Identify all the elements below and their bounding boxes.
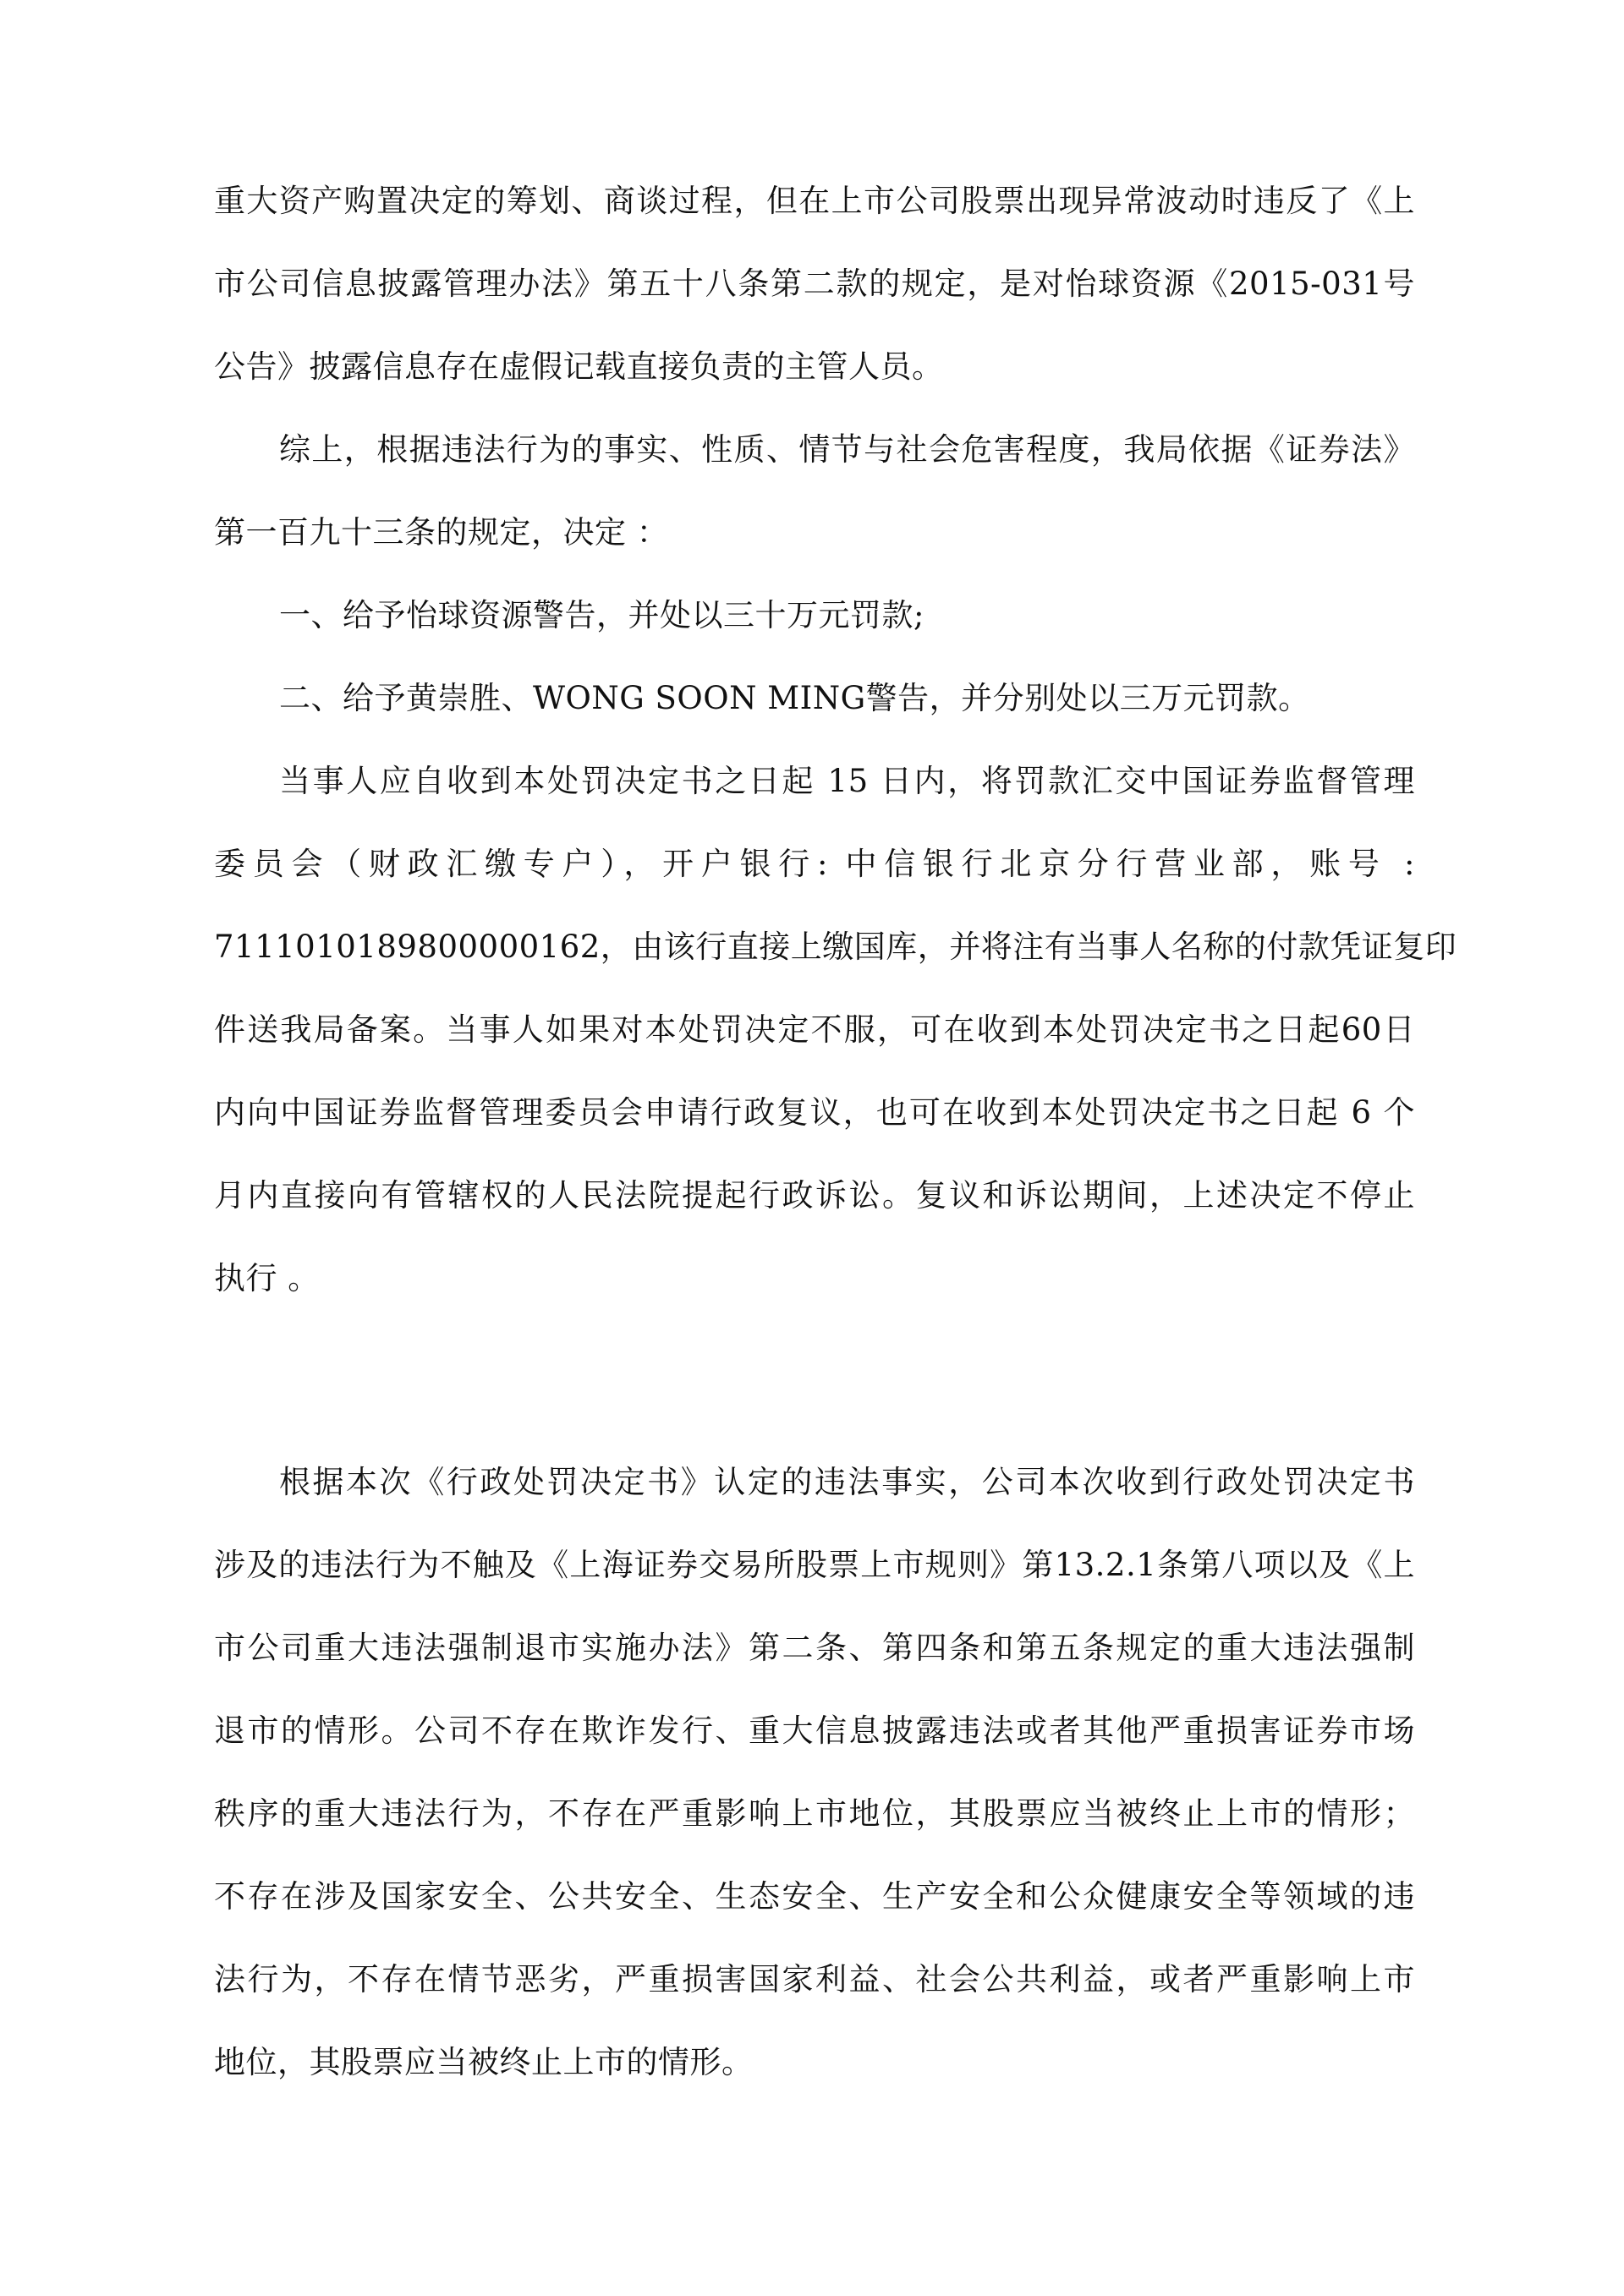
paragraph-line: 当事人应自收到本处罚决定书之日起 15 日内，将罚款汇交中国证券监督管理 [279, 763, 1415, 799]
paragraph-line: 秩序的重大违法行为，不存在严重影响上市地位，其股票应当被终止上市的情形； [214, 1795, 1415, 1832]
paragraph-line: 地位，其股票应当被终止上市的情形。 [214, 2044, 754, 2080]
paragraph-line: 第一百九十三条的规定，决定 ： [214, 514, 669, 551]
paragraph-line: 法行为，不存在情节恶劣，严重损害国家利益、社会公共利益，或者严重影响上市 [214, 1961, 1415, 1997]
paragraph-line: 月内直接向有管辖权的人民法院提起行政诉讼。复议和诉讼期间，上述决定不停止 [214, 1177, 1415, 1214]
paragraph-line: 执行 。 [214, 1260, 320, 1296]
paragraph-line: 件送我局备案。当事人如果对本处罚决定不服，可在收到本处罚决定书之日起60日 [214, 1011, 1415, 1048]
paragraph-line: 公告》披露信息存在虚假记载直接负责的主管人员。 [214, 348, 944, 385]
paragraph-line: 根据本次《行政处罚决定书》认定的违法事实，公司本次收到行政处罚决定书 [279, 1464, 1415, 1500]
paragraph-line: 重大资产购置决定的筹划、商谈过程，但在上市公司股票出现异常波动时违反了《上 [214, 183, 1415, 219]
paragraph-line: 市公司重大违法强制退市实施办法》第二条、第四条和第五条规定的重大违法强制 [214, 1630, 1415, 1666]
paragraph-line: 综上，根据违法行为的事实、性质、情节与社会危害程度，我局依据《证券法》 [279, 431, 1415, 468]
paragraph-line: 退市的情形。公司不存在欺诈发行、重大信息披露违法或者其他严重损害证券市场 [214, 1712, 1415, 1749]
paragraph-line: 市公司信息披露管理办法》第五十八条第二款的规定，是对怡球资源《2015-031号 [214, 266, 1415, 302]
paragraph-line: 不存在涉及国家安全、公共安全、生态安全、生产安全和公众健康安全等领域的违 [214, 1878, 1415, 1915]
paragraph-line: 涉及的违法行为不触及《上海证券交易所股票上市规则》第13.2.1条第八项以及《上 [214, 1547, 1415, 1583]
decision-item: 一、给予怡球资源警告，并处以三十万元罚款; [279, 597, 924, 633]
paragraph-line: 委员会（财政汇缴专户），开户银行: 中信银行北京分行营业部，账号 : [214, 846, 1415, 882]
paragraph-line: 内向中国证券监督管理委员会申请行政复议，也可在收到本处罚决定书之日起 6 个 [214, 1094, 1415, 1131]
decision-item: 二、给予黄崇胜、WONG SOON MING警告，并分别处以三万元罚款。 [279, 680, 1310, 716]
paragraph-line: 7111010189800000162，由该行直接上缴国库，并将注有当事人名称的付款凭证复印 [214, 929, 1457, 965]
